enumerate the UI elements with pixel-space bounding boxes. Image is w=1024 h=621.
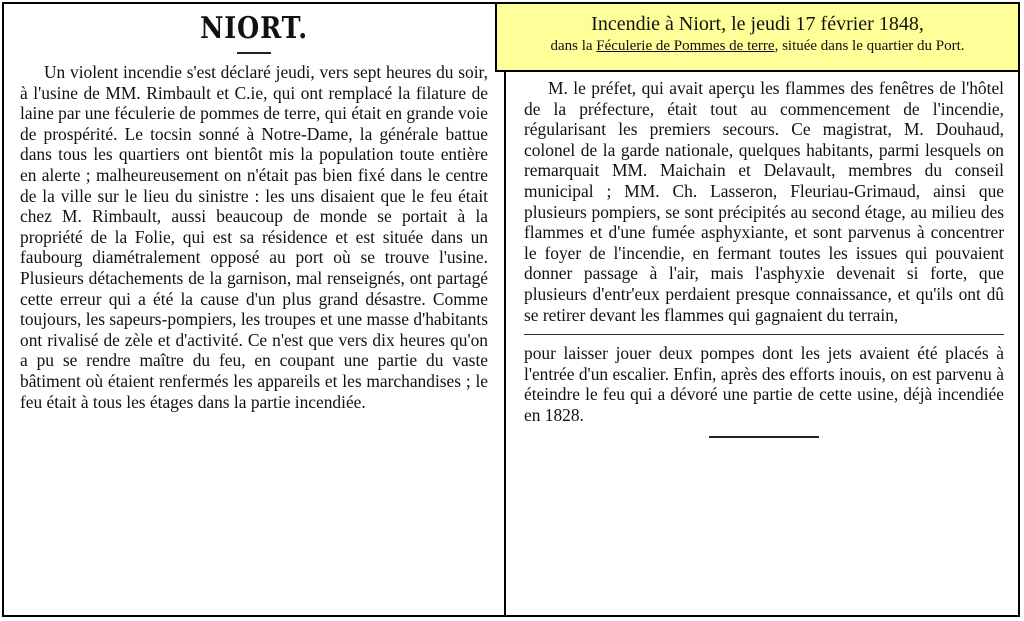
caption-subtitle-suffix: , située dans le quartier du Port. <box>774 38 965 54</box>
caption-feculerie-link[interactable]: Féculerie de Pommes de terre <box>596 38 775 54</box>
left-column <box>4 4 506 615</box>
caption-subtitle <box>497 36 1018 56</box>
newspaper-clipping <box>2 2 1020 617</box>
right-paragraph-2: pour laisser jouer deux pompes dont les jets avaient été placés à l'entrée d'un escalier. Enfin, après des efforts inouis, on est parvenu à éteindre le feu qui a dévoré une partie de cette usine, déjà incendiée en 1828. <box>524 343 1004 425</box>
end-rule <box>709 436 819 438</box>
caption-box <box>495 2 1020 72</box>
heading-rule <box>237 52 271 54</box>
column-break-rule <box>524 334 1004 335</box>
right-column <box>506 4 1018 615</box>
right-paragraph-1: M. le préfet, qui avait aperçu les flammes des fenêtres de l'hôtel de la préfecture, était tout au commencement de l'incendie, régularisant les premiers secours. Ce magistrat, M. Douhaud, colonel de la garde nationale, quelques habitants, parmi lesquels on remarquait MM. Maichain et Delavault, membres du conseil municipal ; MM. Ch. Lasseron, Fleuriau-Grimaud, ainsi que plusieurs pompiers, se sont précipités au second étage, au milieu des flammes et d'une fumée asphyxiante, et sont parvenus à concentrer le foyer de l'incendie, en fermant toutes les issues qui pouvaient donner passage à l'air, mais l'asphyxie devenait si forte, que plusieurs d'entr'eux perdaient presque connaissance, et qu'ils ont dû se retirer devant les flammes qui gagnaient du terrain, <box>524 78 1004 325</box>
right-text <box>524 78 1004 446</box>
article-heading: NIORT. <box>200 11 308 46</box>
left-paragraph: Un violent incendie s'est déclaré jeudi, vers sept heures du soir, à l'usine de MM. Rimbault et C.ie, qui ont remplacé la filature de laine par une féculerie de pommes de terre, qui était en grande voie de prospérité. Le tocsin sonné à Notre-Dame, la générale battue dans tous les quartiers ont bientôt mis la population toute entière en alerte ; malheureusement on n'était pas bien fixé dans le centre de la ville sur le lieu du sinistre : les uns disaient que le feu était chez M. Rimbault, aussi beaucoup de monde se portait à la propriété de la Folie, qui est sa résidence et est située dans un faubourg diamétralement opposé au port où se trouve l'usine. Plusieurs détachements de la garnison, mal renseignés, ont partagé cette erreur qui a été la cause d'un plus grand désastre. Comme toujours, les sapeurs-pompiers, les troupes et une masse d'habitants ont rivalisé de zèle et d'activité. Ce n'est que vers dix heures qu'on a pu se rendre maître du feu, en coupant une partie du vaste bâtiment où étaient renfermés les appareils et les marchandises ; le feu était à tous les étages dans la partie incendiée. <box>20 62 488 412</box>
caption-title: Incendie à Niort, le jeudi 17 février 1848, <box>591 13 924 35</box>
caption-subtitle-prefix: dans la <box>550 38 597 54</box>
